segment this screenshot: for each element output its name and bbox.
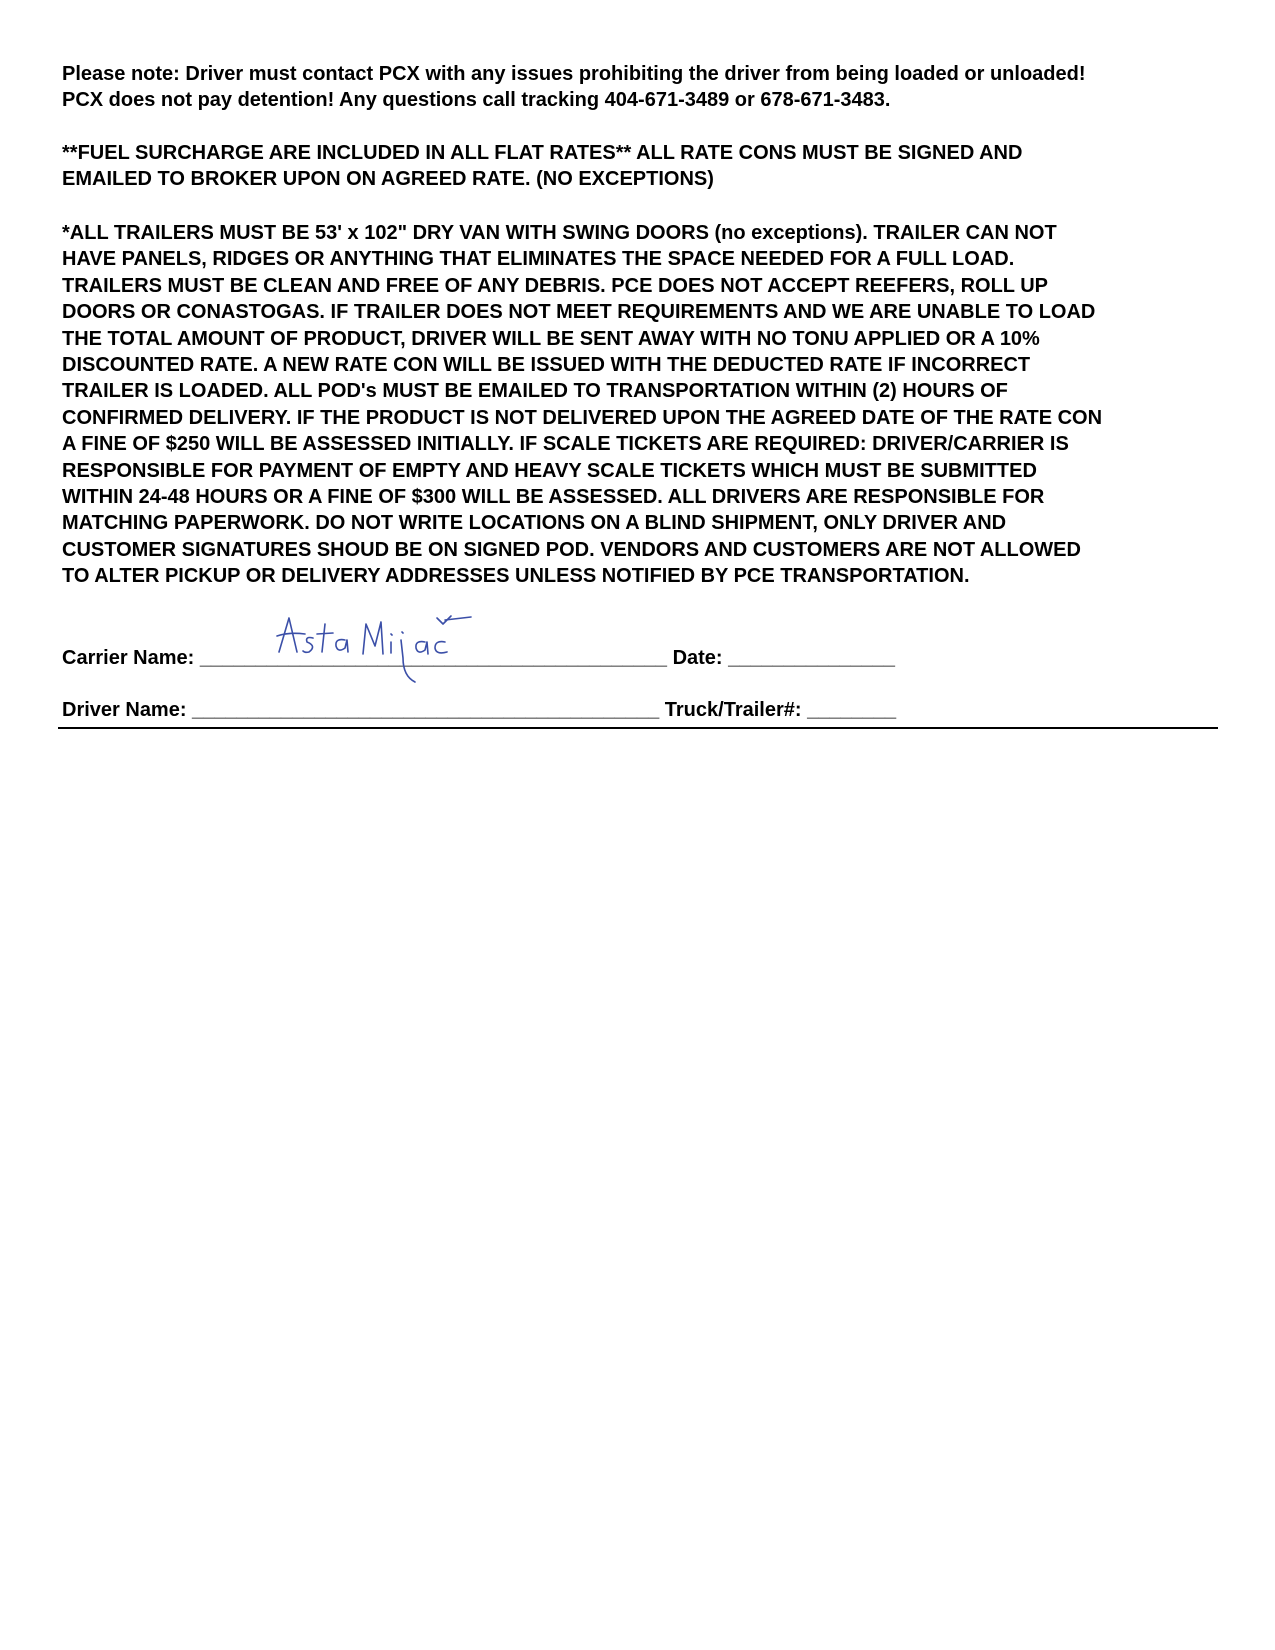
note-line: THE TOTAL AMOUNT OF PRODUCT, DRIVER WILL BE SENT AWAY WITH NO TONU APPLIED OR A 10% — [62, 327, 1040, 350]
note-line: MATCHING PAPERWORK. DO NOT WRITE LOCATIONS ON A BLIND SHIPMENT, ONLY DRIVER AND — [62, 512, 1007, 535]
note-line: DOORS OR CONASTOGAS. IF TRAILER DOES NOT MEET REQUIREMENTS AND WE ARE UNABLE TO LOAD — [62, 301, 1096, 324]
carrier-name-date-line[interactable]: Carrier Name: __________________________________________ Date: _______________ — [62, 647, 895, 669]
note-line: RESPONSIBLE FOR PAYMENT OF EMPTY AND HEAVY SCALE TICKETS WHICH MUST BE SUBMITTED — [62, 459, 1037, 482]
note-line: TRAILER IS LOADED. ALL POD's MUST BE EMAILED TO TRANSPORTATION WITHIN (2) HOURS OF — [62, 380, 1008, 403]
note-line: Please note: Driver must contact PCX with any issues prohibiting the driver from being loaded or unloaded! — [62, 63, 1086, 85]
driver-contact-note — [62, 61, 1222, 114]
note-line: PCX does not pay detention! Any questions call tracking 404-671-3489 or 678-671-3483. — [62, 89, 891, 112]
carrier-signature — [275, 612, 475, 684]
note-line: DISCOUNTED RATE. A NEW RATE CON WILL BE ISSUED WITH THE DEDUCTED RATE IF INCORRECT — [62, 354, 1031, 377]
note-line: EMAILED TO BROKER UPON ON AGREED RATE. (NO EXCEPTIONS) — [62, 168, 714, 191]
note-line: CONFIRMED DELIVERY. IF THE PRODUCT IS NOT DELIVERED UPON THE AGREED DATE OF THE RATE CON — [62, 406, 1103, 429]
trailer-requirements-note — [62, 220, 1222, 590]
note-line: *ALL TRAILERS MUST BE 53' x 102" DRY VAN WITH SWING DOORS (no exceptions). TRAILER CAN NOT — [62, 222, 1057, 244]
note-line: CUSTOMER SIGNATURES SHOUD BE ON SIGNED POD. VENDORS AND CUSTOMERS ARE NOT ALLOWED — [62, 538, 1081, 561]
note-line: **FUEL SURCHARGE ARE INCLUDED IN ALL FLAT RATES** ALL RATE CONS MUST BE SIGNED AND — [62, 142, 1023, 164]
note-line: TRAILERS MUST BE CLEAN AND FREE OF ANY DEBRIS. PCE DOES NOT ACCEPT REEFERS, ROLL UP — [62, 274, 1049, 297]
bottom-rule-divider — [58, 727, 1218, 729]
note-line: WITHIN 24-48 HOURS OR A FINE OF $300 WILL BE ASSESSED. ALL DRIVERS ARE RESPONSIBLE FOR — [62, 486, 1045, 509]
driver-name-truck-line[interactable]: Driver Name: __________________________________________ Truck/Trailer#: ________ — [62, 699, 897, 721]
fuel-surcharge-note — [62, 140, 1222, 193]
note-line: A FINE OF $250 WILL BE ASSESSED INITIALLY. IF SCALE TICKETS ARE REQUIRED: DRIVER/CARRIER IS — [62, 433, 1069, 456]
note-line: TO ALTER PICKUP OR DELIVERY ADDRESSES UNLESS NOTIFIED BY PCE TRANSPORTATION. — [62, 565, 970, 588]
note-line: HAVE PANELS, RIDGES OR ANYTHING THAT ELIMINATES THE SPACE NEEDED FOR A FULL LOAD. — [62, 248, 1015, 271]
